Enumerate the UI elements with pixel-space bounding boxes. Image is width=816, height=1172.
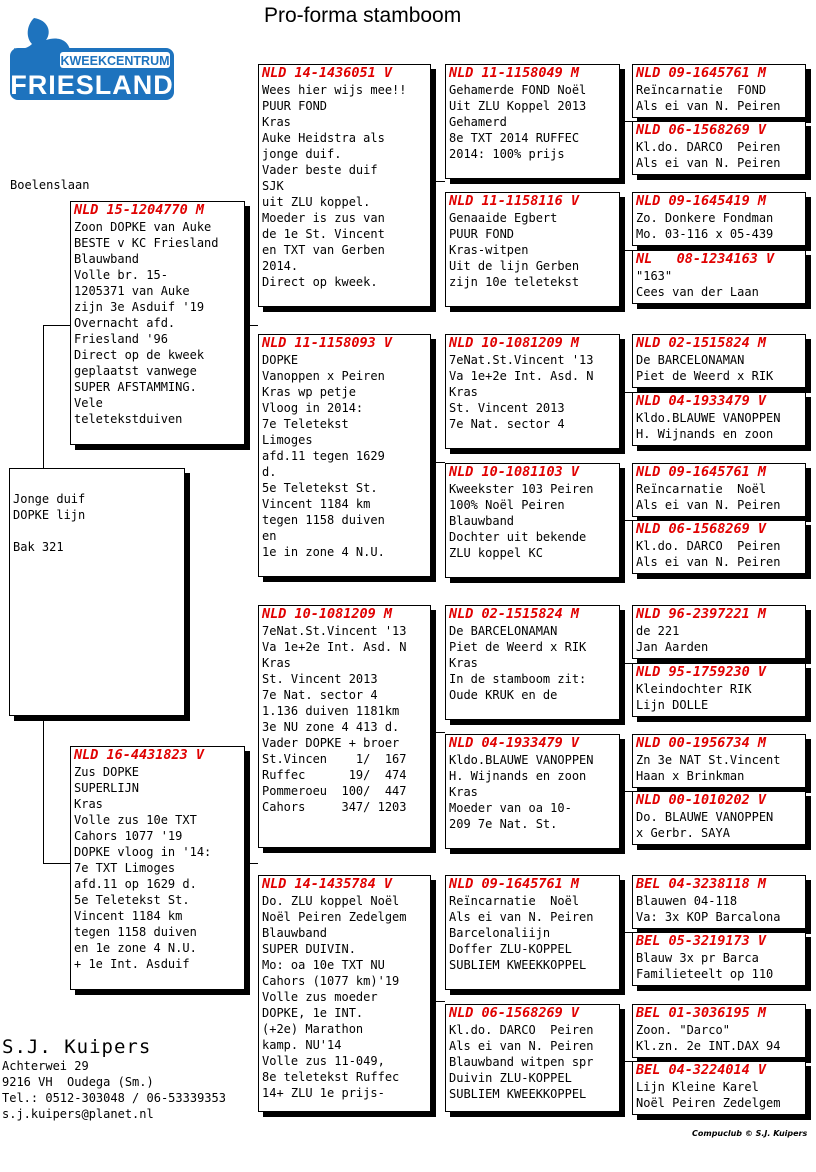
pedigree-gen4-box <box>632 791 806 845</box>
owner-line: Tel.: 0512-303048 / 06-53339353 <box>2 1091 226 1105</box>
connector-line <box>620 663 632 664</box>
pedigree-line: Volle br. 15- <box>74 268 168 282</box>
pedigree-line: Va: 3x KOP Barcalona <box>636 910 781 924</box>
ring-number: NLD 09-1645761 M <box>636 65 767 81</box>
pedigree-line: Blauwen 04-118 <box>636 894 738 908</box>
pedigree-line: Ruffec 19/ 474 <box>262 768 407 782</box>
ring-number: NLD 02-1515824 M <box>449 606 580 622</box>
pedigree-line: Als ei van N. Peiren <box>449 910 594 924</box>
pedigree-gen4-box <box>632 334 806 388</box>
pedigree-line: Blauwband <box>449 514 515 528</box>
ring-number: NLD 06-1568269 V <box>636 122 767 138</box>
pedigree-line: d. <box>262 465 277 479</box>
pedigree-gen4-box <box>632 932 806 986</box>
pedigree-line: DOPKE, 1e INT. <box>262 1006 364 1020</box>
pedigree-line: 2014. <box>262 259 299 273</box>
pedigree-line: Cahors 347/ 1203 <box>262 800 407 814</box>
connector-line <box>620 250 632 251</box>
pedigree-line: en 1e zone 4 N.U. <box>74 941 197 955</box>
pedigree-line: (+2e) Marathon <box>262 1022 364 1036</box>
pedigree-line: Bak 321 <box>13 540 64 554</box>
ring-number: NLD 11-1158049 M <box>449 65 580 81</box>
connector-line <box>620 932 632 933</box>
pedigree-line: Reïncarnatie FOND <box>636 83 767 97</box>
pedigree-line: Blauw 3x pr Barca <box>636 951 759 965</box>
pedigree-line: "163" <box>636 269 673 283</box>
connector-line <box>43 325 70 326</box>
pedigree-line: Uit ZLU Koppel 2013 <box>449 99 587 113</box>
pedigree-line: Jan Aarden <box>636 640 709 654</box>
pedigree-grandparent-box <box>258 334 431 577</box>
pedigree-line: Vele <box>74 396 103 410</box>
pedigree-great-grandparent-box <box>445 605 620 720</box>
ring-number: NLD 10-1081209 M <box>449 335 580 351</box>
pedigree-line: Direct op de kweek <box>74 348 205 362</box>
pedigree-line: SUPER AFSTAMMING. <box>74 380 197 394</box>
logo-bottom-text: FRIESLAND <box>10 70 174 100</box>
pedigree-line: zijn 10e teletekst <box>449 275 580 289</box>
pedigree-line: tegen 1158 duiven <box>262 513 385 527</box>
pedigree-line: 5e Teletekst St. <box>262 481 378 495</box>
pedigree-line: Piet de Weerd x RIK <box>636 369 774 383</box>
pedigree-line: Vader beste duif <box>262 163 378 177</box>
pedigree-line: St. Vincent 2013 <box>262 672 378 686</box>
pedigree-line: Kras-witpen <box>449 243 529 257</box>
pedigree-line: Kleindochter RIK <box>636 682 752 696</box>
ring-number: NLD 14-1435784 V <box>262 876 393 892</box>
pedigree-great-grandparent-box <box>445 875 620 990</box>
connector-line <box>620 520 632 521</box>
pedigree-line: Cahors 1077 '19 <box>74 829 183 843</box>
pedigree-line: Va 1e+2e Int. Asd. N <box>262 640 407 654</box>
ring-number: NLD 09-1645761 M <box>449 876 580 892</box>
pedigree-line: 8e TXT 2014 RUFFEC <box>449 131 580 145</box>
pedigree-line: 14+ ZLU 1e prijs- <box>262 1086 385 1100</box>
pedigree-line: Zn 3e NAT St.Vincent <box>636 753 781 767</box>
pedigree-line: Kras <box>262 115 291 129</box>
connector-line <box>430 1001 445 1002</box>
pedigree-line: uit ZLU koppel. <box>262 195 371 209</box>
pedigree-line: Kras <box>449 385 478 399</box>
pedigree-line: Kras <box>74 797 103 811</box>
pedigree-line: Familieteelt op 110 <box>636 967 774 981</box>
pedigree-line: jonge duif. <box>262 147 342 161</box>
pedigree-line: Zo. Donkere Fondman <box>636 211 774 225</box>
pedigree-line: Als ei van N. Peiren <box>636 498 781 512</box>
pedigree-line: 7e TXT Limoges <box>74 861 176 875</box>
pedigree-line: Volle zus 11-049, <box>262 1054 385 1068</box>
loft-name: Boelenslaan <box>10 178 90 192</box>
pedigree-line: Kldo.BLAUWE VANOPPEN <box>636 411 781 425</box>
pedigree-line: de 1e St. Vincent <box>262 227 385 241</box>
pedigree-gen4-box <box>632 64 806 118</box>
pedigree-line: Als ei van N. Peiren <box>636 99 781 113</box>
pedigree-line: De BARCELONAMAN <box>449 624 558 638</box>
pedigree-line: Friesland '96 <box>74 332 168 346</box>
pedigree-line: 209 7e Nat. St. <box>449 817 558 831</box>
pedigree-line: geplaatst vanwege <box>74 364 197 378</box>
pedigree-line: PUUR FOND <box>262 99 328 113</box>
pedigree-line: Overnacht afd. <box>74 316 176 330</box>
pedigree-mother-box <box>70 746 245 990</box>
pedigree-gen4-box <box>632 192 806 246</box>
pedigree-line: x Gerbr. SAYA <box>636 826 730 840</box>
owner-name: S.J. Kuipers <box>2 1036 152 1058</box>
pedigree-line: Vanoppen x Peiren <box>262 369 385 383</box>
pedigree-line: 1.136 duiven 1181km <box>262 704 400 718</box>
pedigree-line: Dochter uit bekende <box>449 530 587 544</box>
pedigree-line: 7e Nat. sector 4 <box>262 688 378 702</box>
pedigree-line: en <box>262 529 277 543</box>
pedigree-line: Reïncarnatie Noël <box>449 894 580 908</box>
page-title: Pro-forma stamboom <box>264 4 462 27</box>
pedigree-line: ZLU koppel KC <box>449 546 543 560</box>
ring-number: BEL 05-3219173 V <box>636 933 767 949</box>
pedigree-line: Mo. 03-116 x 05-439 <box>636 227 774 241</box>
pedigree-line: Wees hier wijs mee!! <box>262 83 407 97</box>
pedigree-gen4-box <box>632 250 806 304</box>
ring-number: NLD 09-1645761 M <box>636 464 767 480</box>
pedigree-line: 5e Teletekst St. <box>74 893 190 907</box>
pedigree-line: Piet de Weerd x RIK <box>449 640 587 654</box>
pedigree-line: 7e Teletekst <box>262 417 349 431</box>
pedigree-line: Jonge duif <box>13 492 86 506</box>
pedigree-line: Barcelonaliijn <box>449 926 551 940</box>
connector-line <box>430 732 445 733</box>
pedigree-line: In de stamboom zit: <box>449 672 587 686</box>
pedigree-line: St.Vincen 1/ 167 <box>262 752 407 766</box>
pedigree-line: Kl.do. DARCO Peiren <box>636 539 781 553</box>
connector-line <box>43 325 44 468</box>
pedigree-line: Lijn DOLLE <box>636 698 709 712</box>
pedigree-line: Kweekster 103 Peiren <box>449 482 594 496</box>
pedigree-line: Kl.do. DARCO Peiren <box>636 140 781 154</box>
pedigree-line: De BARCELONAMAN <box>636 353 745 367</box>
pedigree-root-box <box>9 468 185 716</box>
pedigree-line <box>10 523 184 539</box>
pedigree-great-grandparent-box <box>445 64 620 179</box>
pedigree-line: DOPKE lijn <box>13 508 86 522</box>
pedigree-line: Uit de lijn Gerben <box>449 259 580 273</box>
ring-number: NLD 11-1158116 V <box>449 193 580 209</box>
ring-number: BEL 04-3224014 V <box>636 1062 767 1078</box>
pedigree-father-box <box>70 201 245 445</box>
pedigree-great-grandparent-box <box>445 334 620 449</box>
pedigree-line: Volle zus moeder <box>262 990 378 1004</box>
pedigree-gen4-box <box>632 463 806 517</box>
pedigree-line: Als ei van N. Peiren <box>636 555 781 569</box>
pedigree-grandparent-box <box>258 875 431 1112</box>
pedigree-gen4-box <box>632 1061 806 1115</box>
pedigree-gen4-box <box>632 1004 806 1058</box>
ring-number: NLD 09-1645419 M <box>636 193 767 209</box>
connector-line <box>620 791 632 792</box>
pedigree-line: 100% Noël Peiren <box>449 498 565 512</box>
ring-number: NLD 00-1010202 V <box>636 792 767 808</box>
pedigree-line: Kras <box>262 656 291 670</box>
pedigree-line: Blauwband witpen spr <box>449 1055 594 1069</box>
ring-number: NLD 06-1568269 V <box>449 1005 580 1021</box>
ring-number: BEL 01-3036195 M <box>636 1005 767 1021</box>
pedigree-line: Auke Heidstra als <box>262 131 385 145</box>
pedigree-line: 2014: 100% prijs <box>449 147 565 161</box>
ring-number: NLD 11-1158093 V <box>262 335 393 351</box>
pedigree-line: Zus DOPKE <box>74 765 140 779</box>
pedigree-line: H. Wijnands en zoon <box>449 769 587 783</box>
ring-number: NLD 02-1515824 M <box>636 335 767 351</box>
pedigree-line: SUBLIEM KWEEKKOPPEL <box>449 1087 587 1101</box>
pedigree-line: Direct op kweek. <box>262 275 378 289</box>
pedigree-line: 8e teletekst Ruffec <box>262 1070 400 1084</box>
pedigree-line: Haan x Brinkman <box>636 769 745 783</box>
connector-line <box>244 863 258 864</box>
pedigree-line: SUPERLIJN <box>74 781 140 795</box>
footer-copyright: Compuclub © S.J. Kuipers <box>692 1129 808 1138</box>
kweekcentrum-friesland-logo <box>8 14 176 102</box>
pedigree-great-grandparent-box <box>445 463 620 578</box>
ring-number: NLD 14-1436051 V <box>262 65 393 81</box>
pedigree-line: Vincent 1184 km <box>74 909 183 923</box>
pedigree-gen4-box <box>632 875 806 929</box>
pedigree-line: zijn 3e Asduif '19 <box>74 300 205 314</box>
pedigree-line: Kl.do. DARCO Peiren <box>449 1023 594 1037</box>
pedigree-line: Limoges <box>262 433 313 447</box>
pedigree-line: Va 1e+2e Int. Asd. N <box>449 369 594 383</box>
pedigree-line: 7e Nat. sector 4 <box>449 417 565 431</box>
pedigree-line: H. Wijnands en zoon <box>636 427 774 441</box>
pedigree-line: 1e in zone 4 N.U. <box>262 545 385 559</box>
pedigree-line: DOPKE vloog in '14: <box>74 845 212 859</box>
pedigree-line: en TXT van Gerben <box>262 243 385 257</box>
logo-top-text: KWEEKCENTRUM <box>60 54 170 68</box>
owner-line: Achterwei 29 <box>2 1059 89 1073</box>
pedigree-grandparent-box <box>258 605 431 848</box>
pedigree-line: 7eNat.St.Vincent '13 <box>262 624 407 638</box>
pedigree-line: St. Vincent 2013 <box>449 401 565 415</box>
pedigree-line: Reïncarnatie Noël <box>636 482 767 496</box>
pedigree-gen4-box <box>632 520 806 574</box>
pedigree-gen4-box <box>632 392 806 446</box>
pedigree-line: Kldo.BLAUWE VANOPPEN <box>449 753 594 767</box>
ring-number: NLD 04-1933479 V <box>449 735 580 751</box>
pedigree-line: + 1e Int. Asduif <box>74 957 190 971</box>
pedigree-line: Blauwband <box>262 926 328 940</box>
pedigree-line: 3e NU zone 4 413 d. <box>262 720 400 734</box>
owner-info <box>2 1036 226 1122</box>
pedigree-line: Als ei van N. Peiren <box>449 1039 594 1053</box>
pedigree-line: Gehamerd <box>449 115 507 129</box>
pedigree-line: Zoon. "Darco" <box>636 1023 730 1037</box>
pedigree-line: SUPER DUIVIN. <box>262 942 356 956</box>
ring-number: NLD 96-2397221 M <box>636 606 767 622</box>
pedigree-line: Blauwband <box>74 252 140 266</box>
pedigree-line: Kras <box>449 656 478 670</box>
pedigree-line: tegen 1158 duiven <box>74 925 197 939</box>
pedigree-great-grandparent-box <box>445 1004 620 1112</box>
connector-line <box>244 325 258 326</box>
pedigree-line: Kl.zn. 2e INT.DAX 94 <box>636 1039 781 1053</box>
pedigree-line: teletekstduiven <box>74 412 183 426</box>
pedigree-line: Kras <box>449 785 478 799</box>
pedigree-line: Pommeroeu 100/ 447 <box>262 784 407 798</box>
pedigree-line: Volle zus 10e TXT <box>74 813 197 827</box>
pedigree-line: Noël Peiren Zedelgem <box>636 1096 781 1110</box>
pedigree-line: Genaaide Egbert <box>449 211 558 225</box>
pedigree-line: 7eNat.St.Vincent '13 <box>449 353 594 367</box>
pedigree-line: 1205371 van Auke <box>74 284 190 298</box>
ring-number: BEL 04-3238118 M <box>636 876 767 892</box>
pedigree-line: Moeder is zus van <box>262 211 385 225</box>
pedigree-line: Moeder van oa 10- <box>449 801 572 815</box>
connector-line <box>430 181 445 182</box>
ring-number: NL 08-1234163 V <box>636 251 775 267</box>
pedigree-line: kamp. NU'14 <box>262 1038 342 1052</box>
pedigree-line: SJK <box>262 179 284 193</box>
owner-line: 9216 VH Oudega (Sm.) <box>2 1075 154 1089</box>
pedigree-line: de 221 <box>636 624 680 638</box>
ring-number: NLD 10-1081209 M <box>262 606 393 622</box>
ring-number: NLD 06-1568269 V <box>636 521 767 537</box>
connector-line <box>620 392 632 393</box>
ring-number: NLD 15-1204770 M <box>74 202 205 218</box>
pedigree-grandparent-box <box>258 64 431 307</box>
owner-email[interactable]: s.j.kuipers@planet.nl <box>2 1107 154 1121</box>
pedigree-gen4-box <box>632 663 806 717</box>
pedigree-line: Gehamerde FOND Noël <box>449 83 587 97</box>
pedigree-line: Vader DOPKE + broer <box>262 736 400 750</box>
pedigree-line: Do. ZLU koppel Noël <box>262 894 400 908</box>
connector-line <box>620 121 632 122</box>
pedigree-line: Vincent 1184 km <box>262 497 371 511</box>
pedigree-line: Oude KRUK en de <box>449 688 558 702</box>
pedigree-line: afd.11 tegen 1629 <box>262 449 385 463</box>
ring-number: NLD 04-1933479 V <box>636 393 767 409</box>
pedigree-gen4-box <box>632 734 806 788</box>
pedigree-great-grandparent-box <box>445 192 620 307</box>
pedigree-line: Als ei van N. Peiren <box>636 156 781 170</box>
pedigree-line: DOPKE <box>262 353 299 367</box>
pedigree-line: Kras wp petje <box>262 385 356 399</box>
ring-number: NLD 00-1956734 M <box>636 735 767 751</box>
pedigree-line: Do. BLAUWE VANOPPEN <box>636 810 774 824</box>
ring-number: NLD 16-4431823 V <box>74 747 205 763</box>
pedigree-line: Zoon DOPKE van Auke <box>74 220 212 234</box>
pedigree-line: Noël Peiren Zedelgem <box>262 910 407 924</box>
ring-number: NLD 95-1759230 V <box>636 664 767 680</box>
pedigree-line: Doffer ZLU-KOPPEL <box>449 942 572 956</box>
pedigree-line: Duivin ZLU-KOPPEL <box>449 1071 572 1085</box>
pedigree-line: Vloog in 2014: <box>262 401 364 415</box>
connector-line <box>620 1061 632 1062</box>
connector-line <box>43 716 44 863</box>
pedigree-line: PUUR FOND <box>449 227 515 241</box>
pedigree-great-grandparent-box <box>445 734 620 849</box>
ring-number: NLD 10-1081103 V <box>449 464 580 480</box>
connector-line <box>430 462 445 463</box>
pedigree-gen4-box <box>632 605 806 659</box>
pedigree-gen4-box <box>632 121 806 175</box>
pedigree-line: SUBLIEM KWEEKKOPPEL <box>449 958 587 972</box>
pedigree-line: Cahors (1077 km)'19 <box>262 974 400 988</box>
pedigree-line: afd.11 op 1629 d. <box>74 877 197 891</box>
pedigree-line: Cees van der Laan <box>636 285 759 299</box>
pedigree-line: Lijn Kleine Karel <box>636 1080 759 1094</box>
pedigree-line: BESTE v KC Friesland <box>74 236 219 250</box>
connector-line <box>43 863 70 864</box>
pedigree-line: Mo: oa 10e TXT NU <box>262 958 385 972</box>
